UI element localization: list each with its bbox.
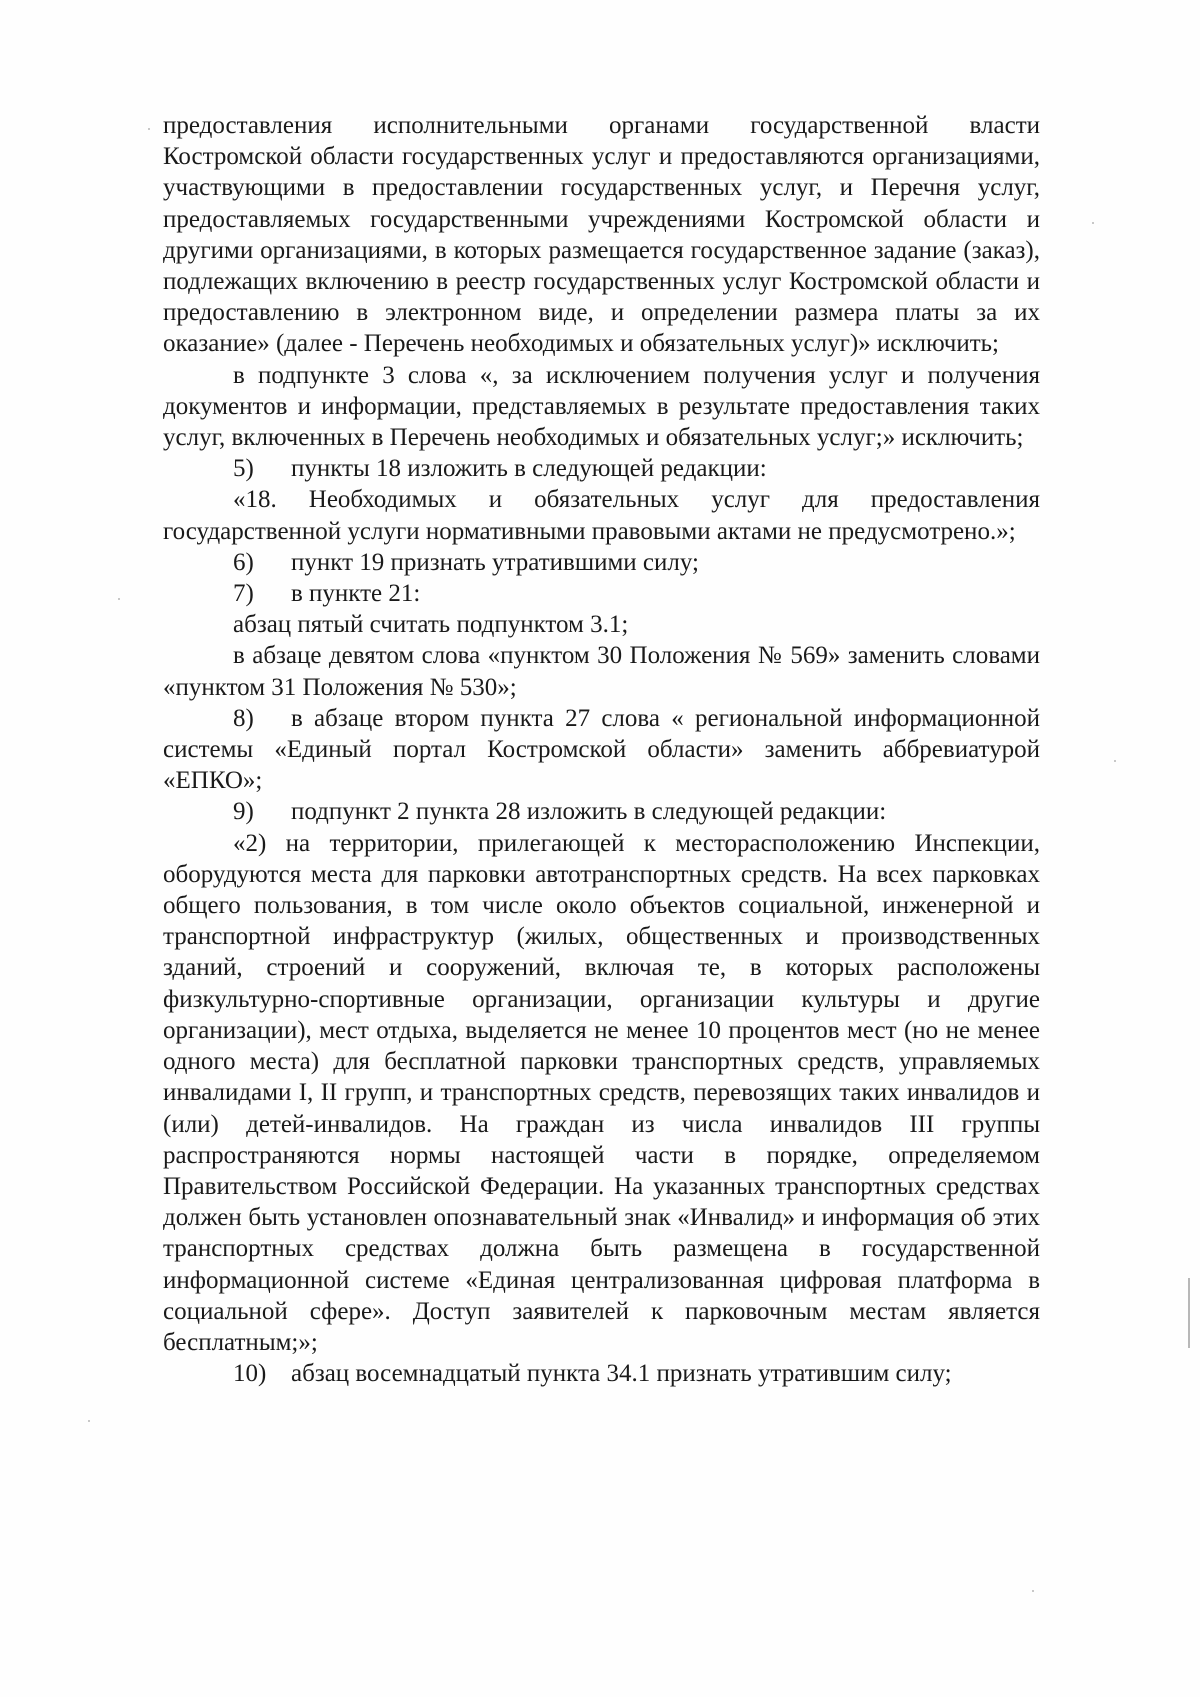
list-item-text: в пункте 21:	[291, 580, 421, 608]
list-item-text: подпункт 2 пункта 28 изложить в следующей редакции:	[291, 798, 887, 826]
list-item-text: пункт 19 признать утратившими силу;	[291, 548, 699, 576]
list-item-number: 9)	[233, 798, 254, 826]
list-item-7	[163, 578, 1040, 609]
list-item-10	[163, 1358, 1040, 1389]
list-item-6	[163, 547, 1040, 578]
list-item-text: абзац восемнадцатый пункта 34.1 признать утратившим силу;	[291, 1360, 952, 1388]
list-item-8	[163, 703, 1040, 797]
scan-edge-mark	[1188, 1278, 1190, 1348]
paragraph-parking-clause: «2) на территории, прилегающей к месторасположению Инспекции, оборудуются места для парковки автотранспортных средств. На всех парковках общего пользования, в том числе около объектов социальной, инженерной и транспортной инфраструктур (жилых, общественных и производственных зданий, строений и сооружений, включая те, в которых расположены физкультурно-спортивные организации, организации культуры и другие организации), мест отдыха, выделяется не менее 10 процентов мест (но не менее одного места) для бесплатной парковки транспортных средств, управляемых инвалидами I, II групп, и транспортных средств, перевозящих таких инвалидов и (или) детей-инвалидов. На граждан из числа инвалидов III группы распространяются нормы настоящей части в порядке, определяемом Правительством Российской Федерации. На указанных транспортных средствах должен быть установлен опознавательный знак «Инвалид» и информация об этих транспортных средствах должна быть размещена в государственной информационной системе «Единая централизованная цифровая платформа в социальной сфере». Доступ заявителей к парковочным местам является бесплатным;»;	[163, 829, 1040, 1356]
list-item-text: в абзаце втором пункта 27 слова « региональной информационной системы «Единый портал Костромской области» заменить аббревиатурой «ЕПКО»;	[163, 704, 1040, 795]
paragraph-clause-18: «18. Необходимых и обязательных услуг для предоставления государственной услуги нормативными правовыми актами не предусмотрено.»;	[163, 486, 1040, 545]
scan-speck	[1092, 222, 1094, 224]
paragraph-list-continuation: предоставления исполнительными органами государственной власти Костромской области государственных услуг и предоставляются организациями, участвующими в предоставлении государственных услуг, и Перечня услуг, предоставляемых государственными учреждениями Костромской области и другими организациями, в которых размещается государственное задание (заказ), подлежащих включению в реестр государственных услуг Костромской области и предоставлению в электронном виде, и определении размера платы за их оказание» (далее - Перечень необходимых и обязательных услуг)» исключить;	[163, 112, 1040, 358]
paragraph-fifth-abzats: абзац пятый считать подпунктом 3.1;	[233, 611, 629, 639]
document-body	[163, 110, 1040, 1389]
scan-speck	[88, 1420, 90, 1422]
scan-speck	[118, 598, 120, 600]
paragraph-subclause-3: в подпункте 3 слова «, за исключением получения услуг и получения документов и информации, представляемых в результате предоставления таких услуг, включенных в Перечень необходимых и обязательных услуг;» исключить;	[163, 361, 1040, 452]
scan-speck	[148, 128, 150, 130]
list-item-number: 10)	[233, 1360, 267, 1388]
list-item-number: 6)	[233, 548, 254, 576]
list-item-number: 8)	[233, 704, 254, 732]
scan-speck	[1032, 1590, 1034, 1592]
list-item-9	[163, 796, 1040, 827]
list-item-number: 7)	[233, 580, 254, 608]
list-item-number: 5)	[233, 455, 254, 483]
list-item-5	[163, 453, 1040, 484]
paragraph-ninth-abzats: в абзаце девятом слова «пунктом 30 Положения № 569» заменить словами «пунктом 31 Положения № 530»;	[163, 642, 1040, 701]
scan-speck	[1114, 760, 1116, 762]
list-item-text: пункты 18 изложить в следующей редакции:	[291, 455, 767, 483]
